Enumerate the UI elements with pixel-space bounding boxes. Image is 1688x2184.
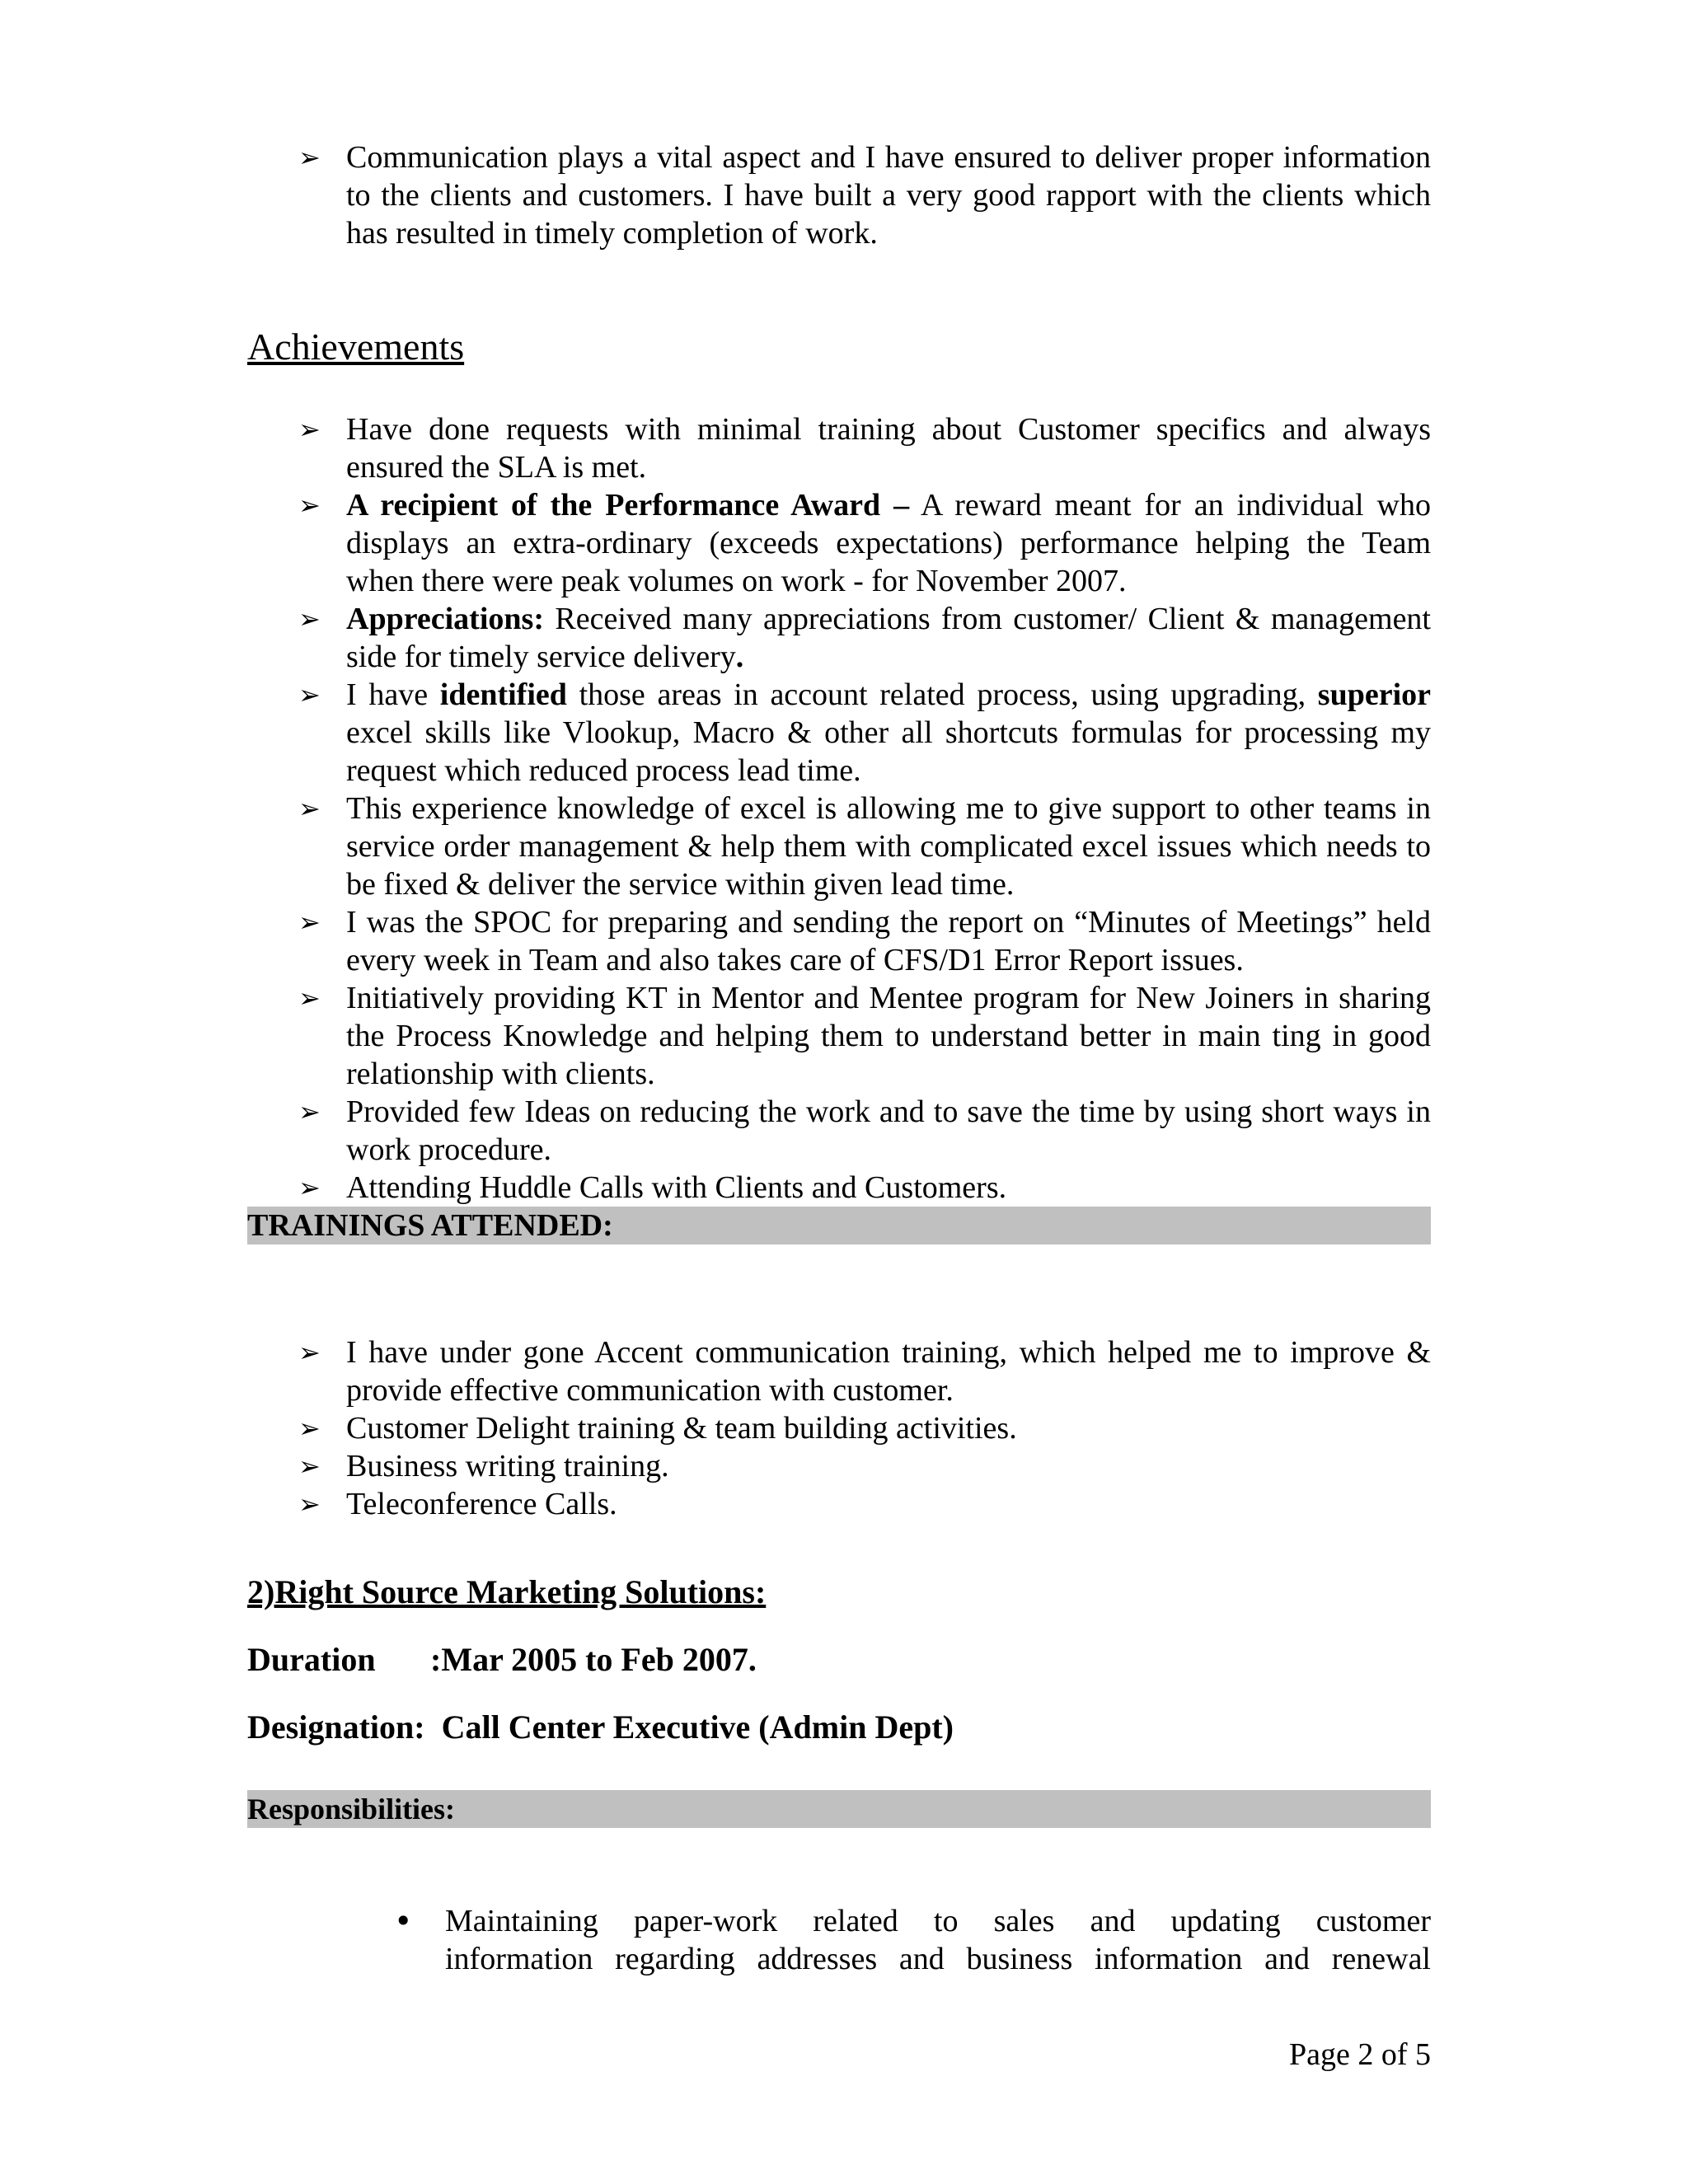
designation-value: Call Center Executive (Admin Dept) — [441, 1708, 954, 1746]
arrow-bullet-icon: ➢ — [298, 1488, 321, 1520]
item-text: Provided few Ideas on reducing the work and to save the time by using short ways in work procedure. — [346, 1094, 1431, 1167]
responsibility-line: Maintaining paper-work related to sales and updating customer — [445, 1904, 1431, 1938]
item-text: Communication plays a vital aspect and I have ensured to deliver proper information to the clients and customers. I have built a very good rapport with the clients which has resulted in timely completion of work. — [346, 140, 1431, 251]
arrow-bullet-icon: ➢ — [298, 1172, 321, 1203]
job-title: 2)Right Source Marketing Solutions: — [247, 1573, 767, 1610]
list-item — [247, 410, 1431, 486]
arrow-bullet-icon: ➢ — [298, 1096, 321, 1127]
item-text: Attending Huddle Calls with Clients and Customers. — [346, 1170, 1007, 1205]
list-item — [247, 790, 1431, 903]
list-item — [247, 1169, 1431, 1207]
item-text: Have done requests with minimal training about Customer specifics and always ensured the SLA is met. — [346, 412, 1431, 485]
item-text: Received many appreciations from customer/ Client & management side for timely service delivery — [346, 602, 1431, 674]
list-item — [247, 1485, 1431, 1523]
item-text: Business writing training. — [346, 1449, 669, 1483]
arrow-bullet-icon: ➢ — [298, 793, 321, 824]
responsibilities-list — [247, 1902, 1431, 1978]
list-item — [247, 1902, 1431, 1978]
item-text: I was the SPOC for preparing and sending the report on “Minutes of Meetings” held every week in Team and also takes care of CFS/D1 Error Report issues. — [346, 905, 1431, 977]
designation-line — [247, 1708, 1431, 1747]
duration-line — [247, 1640, 1431, 1680]
item-text: I have under gone Accent communication training, which helped me to improve & provide effective communication with customer. — [346, 1335, 1431, 1408]
achievements-list — [247, 410, 1431, 1207]
list-item — [247, 1409, 1431, 1447]
arrow-bullet-icon: ➢ — [298, 907, 321, 938]
arrow-bullet-icon: ➢ — [298, 1337, 321, 1368]
list-item — [247, 1093, 1431, 1169]
page-number: Page 2 of 5 — [1288, 2037, 1431, 2072]
arrow-bullet-icon: ➢ — [298, 490, 321, 521]
arrow-bullet-icon: ➢ — [298, 982, 321, 1014]
arrow-bullet-icon: ➢ — [298, 414, 321, 445]
list-item — [247, 676, 1431, 790]
list-item — [247, 486, 1431, 600]
item-text: Teleconference Calls. — [346, 1487, 617, 1521]
arrow-bullet-icon: ➢ — [298, 1451, 321, 1482]
item-text: Customer Delight training & team building activities. — [346, 1411, 1017, 1446]
trainings-list — [247, 1333, 1431, 1523]
trainings-heading: TRAININGS ATTENDED: — [247, 1207, 1431, 1244]
responsibilities-heading: Responsibilities: — [247, 1790, 1431, 1828]
bold-text: . — [735, 640, 744, 674]
achievements-heading: Achievements — [247, 326, 465, 368]
arrow-bullet-icon: ➢ — [298, 603, 321, 635]
bold-text: Appreciations: — [346, 602, 544, 636]
list-item — [247, 1333, 1431, 1409]
responsibility-line: information regarding addresses and business information and renewal — [445, 1942, 1431, 1976]
arrow-bullet-icon: ➢ — [298, 1413, 321, 1444]
item-text: I have — [346, 677, 440, 712]
page-content — [247, 138, 1431, 1978]
list-item — [247, 903, 1431, 979]
bold-text: superior — [1317, 677, 1431, 712]
item-text: Initiatively providing KT in Mentor and Mentee program for New Joiners in sharing the Process Knowledge and helping them to understand better in main ting in good relationship with clients. — [346, 981, 1431, 1091]
list-item — [247, 600, 1431, 676]
duration-value: :Mar 2005 to Feb 2007. — [430, 1641, 757, 1678]
list-item — [247, 979, 1431, 1093]
bullet-icon: • — [394, 1903, 413, 1939]
item-text: excel skills like Vlookup, Macro & other all shortcuts formulas for processing my request which reduced process lead time. — [346, 715, 1431, 788]
item-text: those areas in account related process, using upgrading, — [566, 677, 1318, 712]
list-item — [247, 138, 1431, 252]
arrow-bullet-icon: ➢ — [298, 142, 321, 173]
duration-label: Duration — [247, 1641, 376, 1678]
item-text: This experience knowledge of excel is allowing me to give support to other teams in service order management & help them with complicated excel issues which needs to be fixed & deliver the service within given lead time. — [346, 791, 1431, 902]
bold-text: identified — [439, 677, 567, 712]
arrow-bullet-icon: ➢ — [298, 679, 321, 710]
bold-text: A recipient of the Performance Award – — [346, 488, 910, 523]
designation-label: Designation: — [247, 1708, 425, 1746]
intro-list — [247, 138, 1431, 252]
item-text: A reward meant for an individual who displays an extra-ordinary (exceeds expectations) performance helping the Team when there were peak volumes on work - for November 2007. — [346, 488, 1431, 598]
list-item — [247, 1447, 1431, 1485]
